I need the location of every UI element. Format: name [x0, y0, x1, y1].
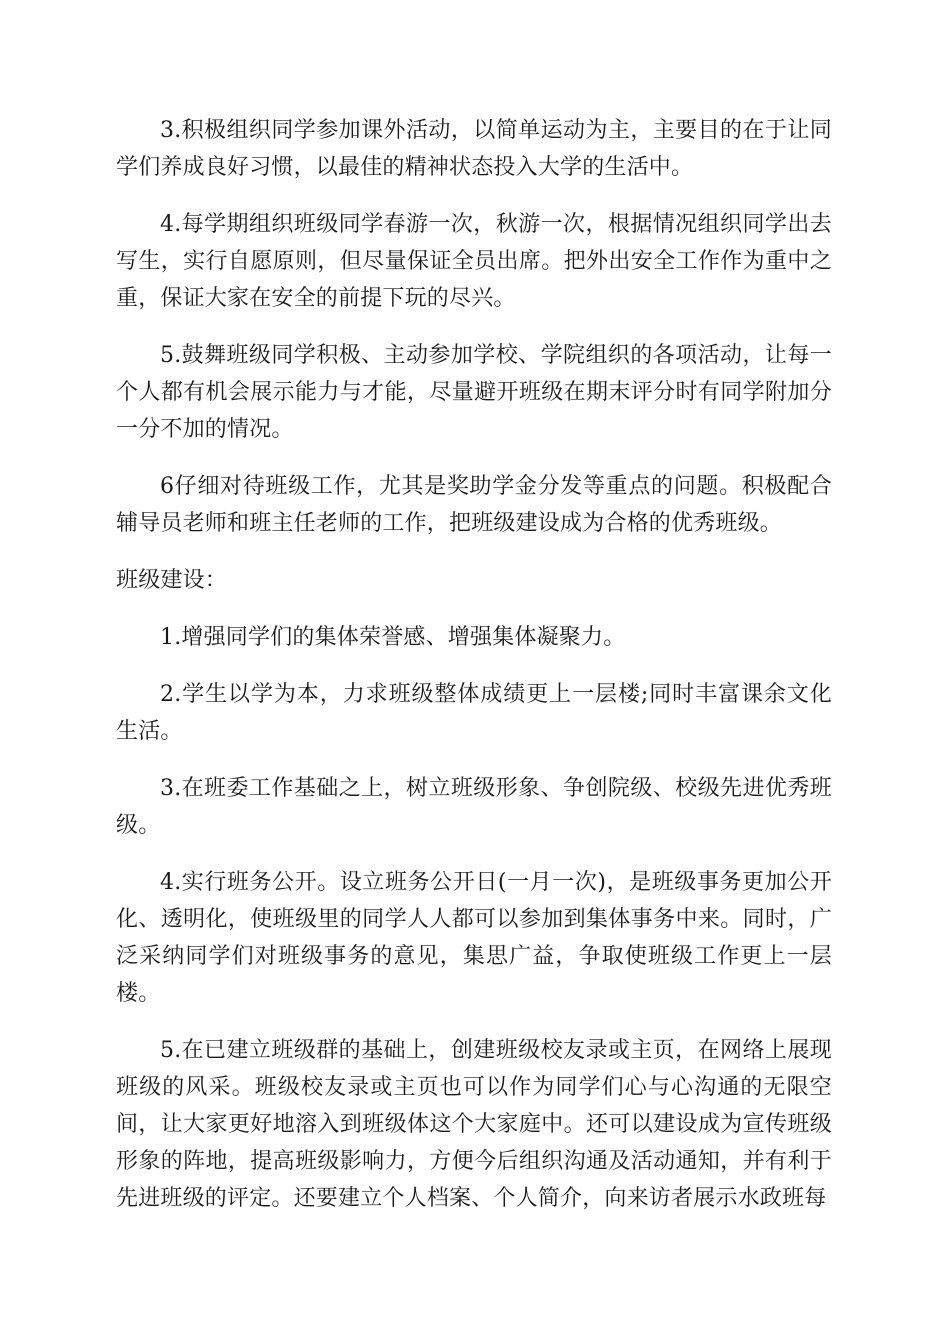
paragraph-activities-6: 6仔细对待班级工作，尤其是奖助学金分发等重点的问题。积极配合辅导员老师和班主任老师的工作，把班级建设成为合格的优秀班级。 — [116, 474, 832, 536]
paragraph-activities-3: 3.积极组织同学参加课外活动，以简单运动为主，主要目的在于让同学们养成良好习惯，以最佳的精神状态投入大学的生活中。 — [116, 118, 832, 180]
section-heading-class-building: 班级建设： — [116, 568, 228, 593]
paragraph-building-5: 5.在已建立班级群的基础上，创建班级校友录或主页，在网络上展现班级的风采。班级校友录或主页也可以作为同学们心与心沟通的无限空间，让大家更好地溶入到班级体这个大家庭中。还可以建设成为宣传班级形象的阵地，提高班级影响力，方便今后组织沟通及活动通知，并有利于先进班级的评定。还要建立个人档案、个人简介，向来访者展示水政班每 — [116, 1038, 832, 1211]
paragraph-building-3: 3.在班委工作基础之上，树立班级形象、争创院级、校级先进优秀班级。 — [116, 776, 832, 838]
paragraph-activities-5: 5.鼓舞班级同学积极、主动参加学校、学院组织的各项活动，让每一个人都有机会展示能力与才能，尽量避开班级在期末评分时有同学附加分一分不加的情况。 — [116, 343, 832, 442]
document-body — [116, 112, 832, 1237]
paragraph-building-4: 4.实行班务公开。设立班务公开日(一月一次)，是班级事务更加公开化、透明化，使班级里的同学人人都可以参加到集体事务中来。同时，广泛采纳同学们对班级事务的意见，集思广益，争取使班级工作更上一层楼。 — [116, 870, 832, 1006]
paragraph-building-2: 2.学生以学为本，力求班级整体成绩更上一层楼;同时丰富课余文化生活。 — [116, 682, 832, 744]
paragraph-activities-4: 4.每学期组织班级同学春游一次，秋游一次，根据情况组织同学出去写生，实行自愿原则，但尽量保证全员出席。把外出安全工作作为重中之重，保证大家在安全的前提下玩的尽兴。 — [116, 212, 832, 311]
paragraph-building-1: 1.增强同学们的集体荣誉感、增强集体凝聚力。 — [160, 625, 626, 650]
